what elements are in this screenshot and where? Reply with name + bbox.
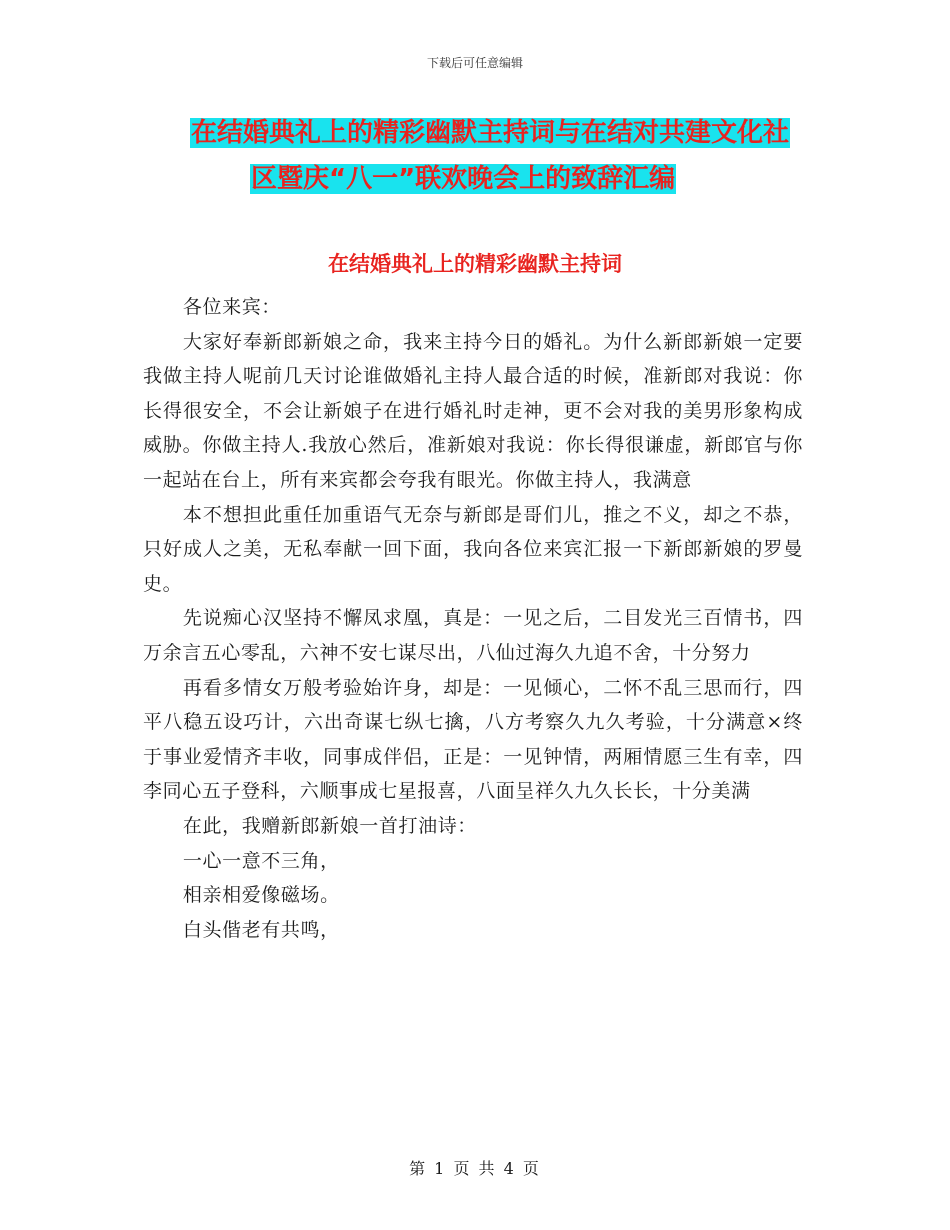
- paragraph: 在此，我赠新郎新娘一首打油诗：: [182, 814, 477, 837]
- header-note: 下载后可任意编辑: [426, 56, 523, 70]
- paragraph-salutation: 各位来宾：: [182, 296, 281, 318]
- title-line-2: [190, 156, 810, 202]
- poem-line: 白头偕老有共鸣，: [182, 918, 340, 941]
- title-line-2-text: 区暨庆“八一”联欢晚会上的致辞汇编: [251, 164, 676, 194]
- document-title: [190, 110, 810, 202]
- paragraph: 先说痴心汉坚持不懈凤求凰，真是：一见之后，二目发光三百情书，四万余言五心零乱，六神不安七谋尽出，八仙过海久九追不舍，十分努力: [143, 607, 803, 664]
- body-text: [143, 290, 803, 947]
- title-line-1-text: 在结婚典礼上的精彩幽默主持词与在结对共建文化社: [191, 118, 790, 148]
- poem-line: 相亲相爱像磁场。: [182, 884, 340, 907]
- page-number: 第 1 页 共 4 页: [409, 1159, 541, 1178]
- section-title: 在结婚典礼上的精彩幽默主持词: [328, 252, 622, 276]
- paragraph: 再看多情女万般考验始许身，却是：一见倾心，二怀不乱三思而行，四平八稳五设巧计，六出奇谋七纵七擒，八方考察久九久考验，十分满意×终于事业爱情齐丰收，同事成伴侣，正是：一见钟情，两厢情愿三生有幸，四李同心五子登科，六顺事成七星报喜，八面呈祥久九久长长，十分美满: [143, 676, 803, 803]
- paragraph: 本不想担此重任加重语气无奈与新郎是哥们儿，推之不义，却之不恭，只好成人之美，无私奉献一回下面，我向各位来宾汇报一下新郎新娘的罗曼史。: [143, 503, 803, 595]
- title-line-1: [190, 110, 810, 156]
- paragraph: 大家好奉新郎新娘之命，我来主持今日的婚礼。为什么新郎新娘一定要我做主持人呢前几天讨论谁做婚礼主持人最合适的时候，准新郎对我说：你长得很安全，不会让新娘子在进行婚礼时走神，更不会对我的美男形象构成威胁。你做主持人.我放心然后，准新娘对我说：你长得很谦虚，新郎官与你一起站在台上，所有来宾都会夸我有眼光。你做主持人，我满意: [143, 330, 803, 491]
- poem-line: 一心一意不三角，: [182, 849, 340, 872]
